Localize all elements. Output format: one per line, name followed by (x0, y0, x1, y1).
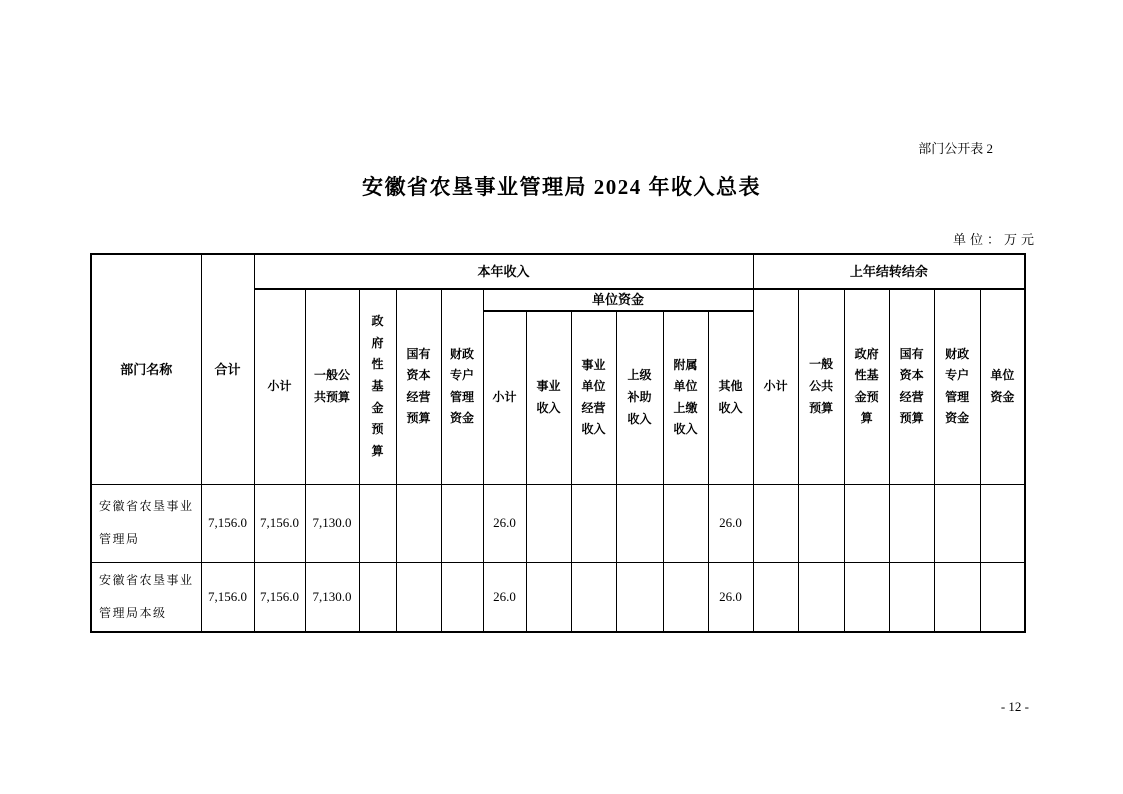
header-py-govt-fund-budget: 政府性基金预算 (844, 289, 889, 484)
cell-cy-subtotal: 7,156.0 (254, 484, 305, 562)
header-total: 合计 (201, 254, 254, 484)
cell-uf-operational-income (526, 484, 571, 562)
cell-uf-other-income: 26.0 (708, 562, 753, 632)
header-cy-state-capital-budget: 国有资本经营预算 (396, 289, 441, 484)
cell-py-subtotal (753, 562, 798, 632)
dept-name-cell: 安徽省农垦事业管理局本级 (91, 562, 201, 632)
cell-uf-business-income (571, 484, 616, 562)
cell-cy-state-capital-budget (396, 562, 441, 632)
cell-uf-superior-subsidy-income (616, 484, 663, 562)
header-uf-other-income: 其他收入 (708, 311, 753, 484)
dept-name-cell: 安徽省农垦事业管理局 (91, 484, 201, 562)
header-py-general-public-budget: 一般公共预算 (798, 289, 844, 484)
header-uf-business-income: 事业单位经营收入 (571, 311, 616, 484)
cell-cy-govt-fund-budget (359, 484, 396, 562)
doc-label: 部门公开表 2 (918, 141, 993, 156)
cell-uf-subtotal: 26.0 (483, 562, 526, 632)
cell-py-general-public-budget (798, 562, 844, 632)
cell-uf-operational-income (526, 562, 571, 632)
page-title: 安徽省农垦事业管理局 2024 年收入总表 (362, 175, 761, 199)
header-cy-subtotal: 小计 (254, 289, 305, 484)
cell-py-state-capital-budget (889, 562, 934, 632)
header-uf-subordinate-remit-income: 附属单位上缴收入 (663, 311, 708, 484)
header-py-state-capital-budget: 国有资本经营预算 (889, 289, 934, 484)
cell-uf-superior-subsidy-income (616, 562, 663, 632)
cell-uf-subordinate-remit-income (663, 562, 708, 632)
cell-py-fiscal-account-funds (934, 562, 980, 632)
cell-total: 7,156.0 (201, 484, 254, 562)
header-current-year-group: 本年收入 (254, 254, 753, 289)
cell-py-unit-funds (980, 562, 1025, 632)
header-py-unit-funds: 单位资金 (980, 289, 1025, 484)
page-number: - 12 - (1000, 699, 1029, 714)
table-row (91, 562, 1025, 632)
cell-uf-subtotal: 26.0 (483, 484, 526, 562)
cell-cy-govt-fund-budget (359, 562, 396, 632)
header-row-groups (91, 254, 1025, 289)
cell-py-fiscal-account-funds (934, 484, 980, 562)
table-row (91, 484, 1025, 562)
cell-py-unit-funds (980, 484, 1025, 562)
cell-py-govt-fund-budget (844, 484, 889, 562)
header-prev-year-group: 上年结转结余 (753, 254, 1025, 289)
header-cy-fiscal-account-funds: 财政专户管理资金 (441, 289, 483, 484)
cell-total: 7,156.0 (201, 562, 254, 632)
cell-cy-general-public-budget: 7,130.0 (305, 484, 359, 562)
cell-cy-fiscal-account-funds (441, 562, 483, 632)
header-uf-superior-subsidy-income: 上级补助收入 (616, 311, 663, 484)
income-table (90, 253, 1026, 633)
cell-cy-general-public-budget: 7,130.0 (305, 562, 359, 632)
cell-py-govt-fund-budget (844, 562, 889, 632)
header-unit-funds-group: 单位资金 (483, 289, 753, 311)
cell-uf-other-income: 26.0 (708, 484, 753, 562)
header-py-subtotal: 小计 (753, 289, 798, 484)
header-uf-operational-income: 事业收入 (526, 311, 571, 484)
cell-py-subtotal (753, 484, 798, 562)
header-uf-subtotal: 小计 (483, 311, 526, 484)
header-py-fiscal-account-funds: 财政专户管理资金 (934, 289, 980, 484)
cell-cy-state-capital-budget (396, 484, 441, 562)
cell-uf-subordinate-remit-income (663, 484, 708, 562)
header-cy-general-public-budget: 一般公共预算 (305, 289, 359, 484)
cell-cy-subtotal: 7,156.0 (254, 562, 305, 632)
unit-note: 单位：万元 (952, 232, 1038, 247)
cell-py-general-public-budget (798, 484, 844, 562)
header-cy-govt-fund-budget: 政府性基金预算 (359, 289, 396, 484)
cell-uf-business-income (571, 562, 616, 632)
cell-cy-fiscal-account-funds (441, 484, 483, 562)
header-dept: 部门名称 (91, 254, 201, 484)
cell-py-state-capital-budget (889, 484, 934, 562)
